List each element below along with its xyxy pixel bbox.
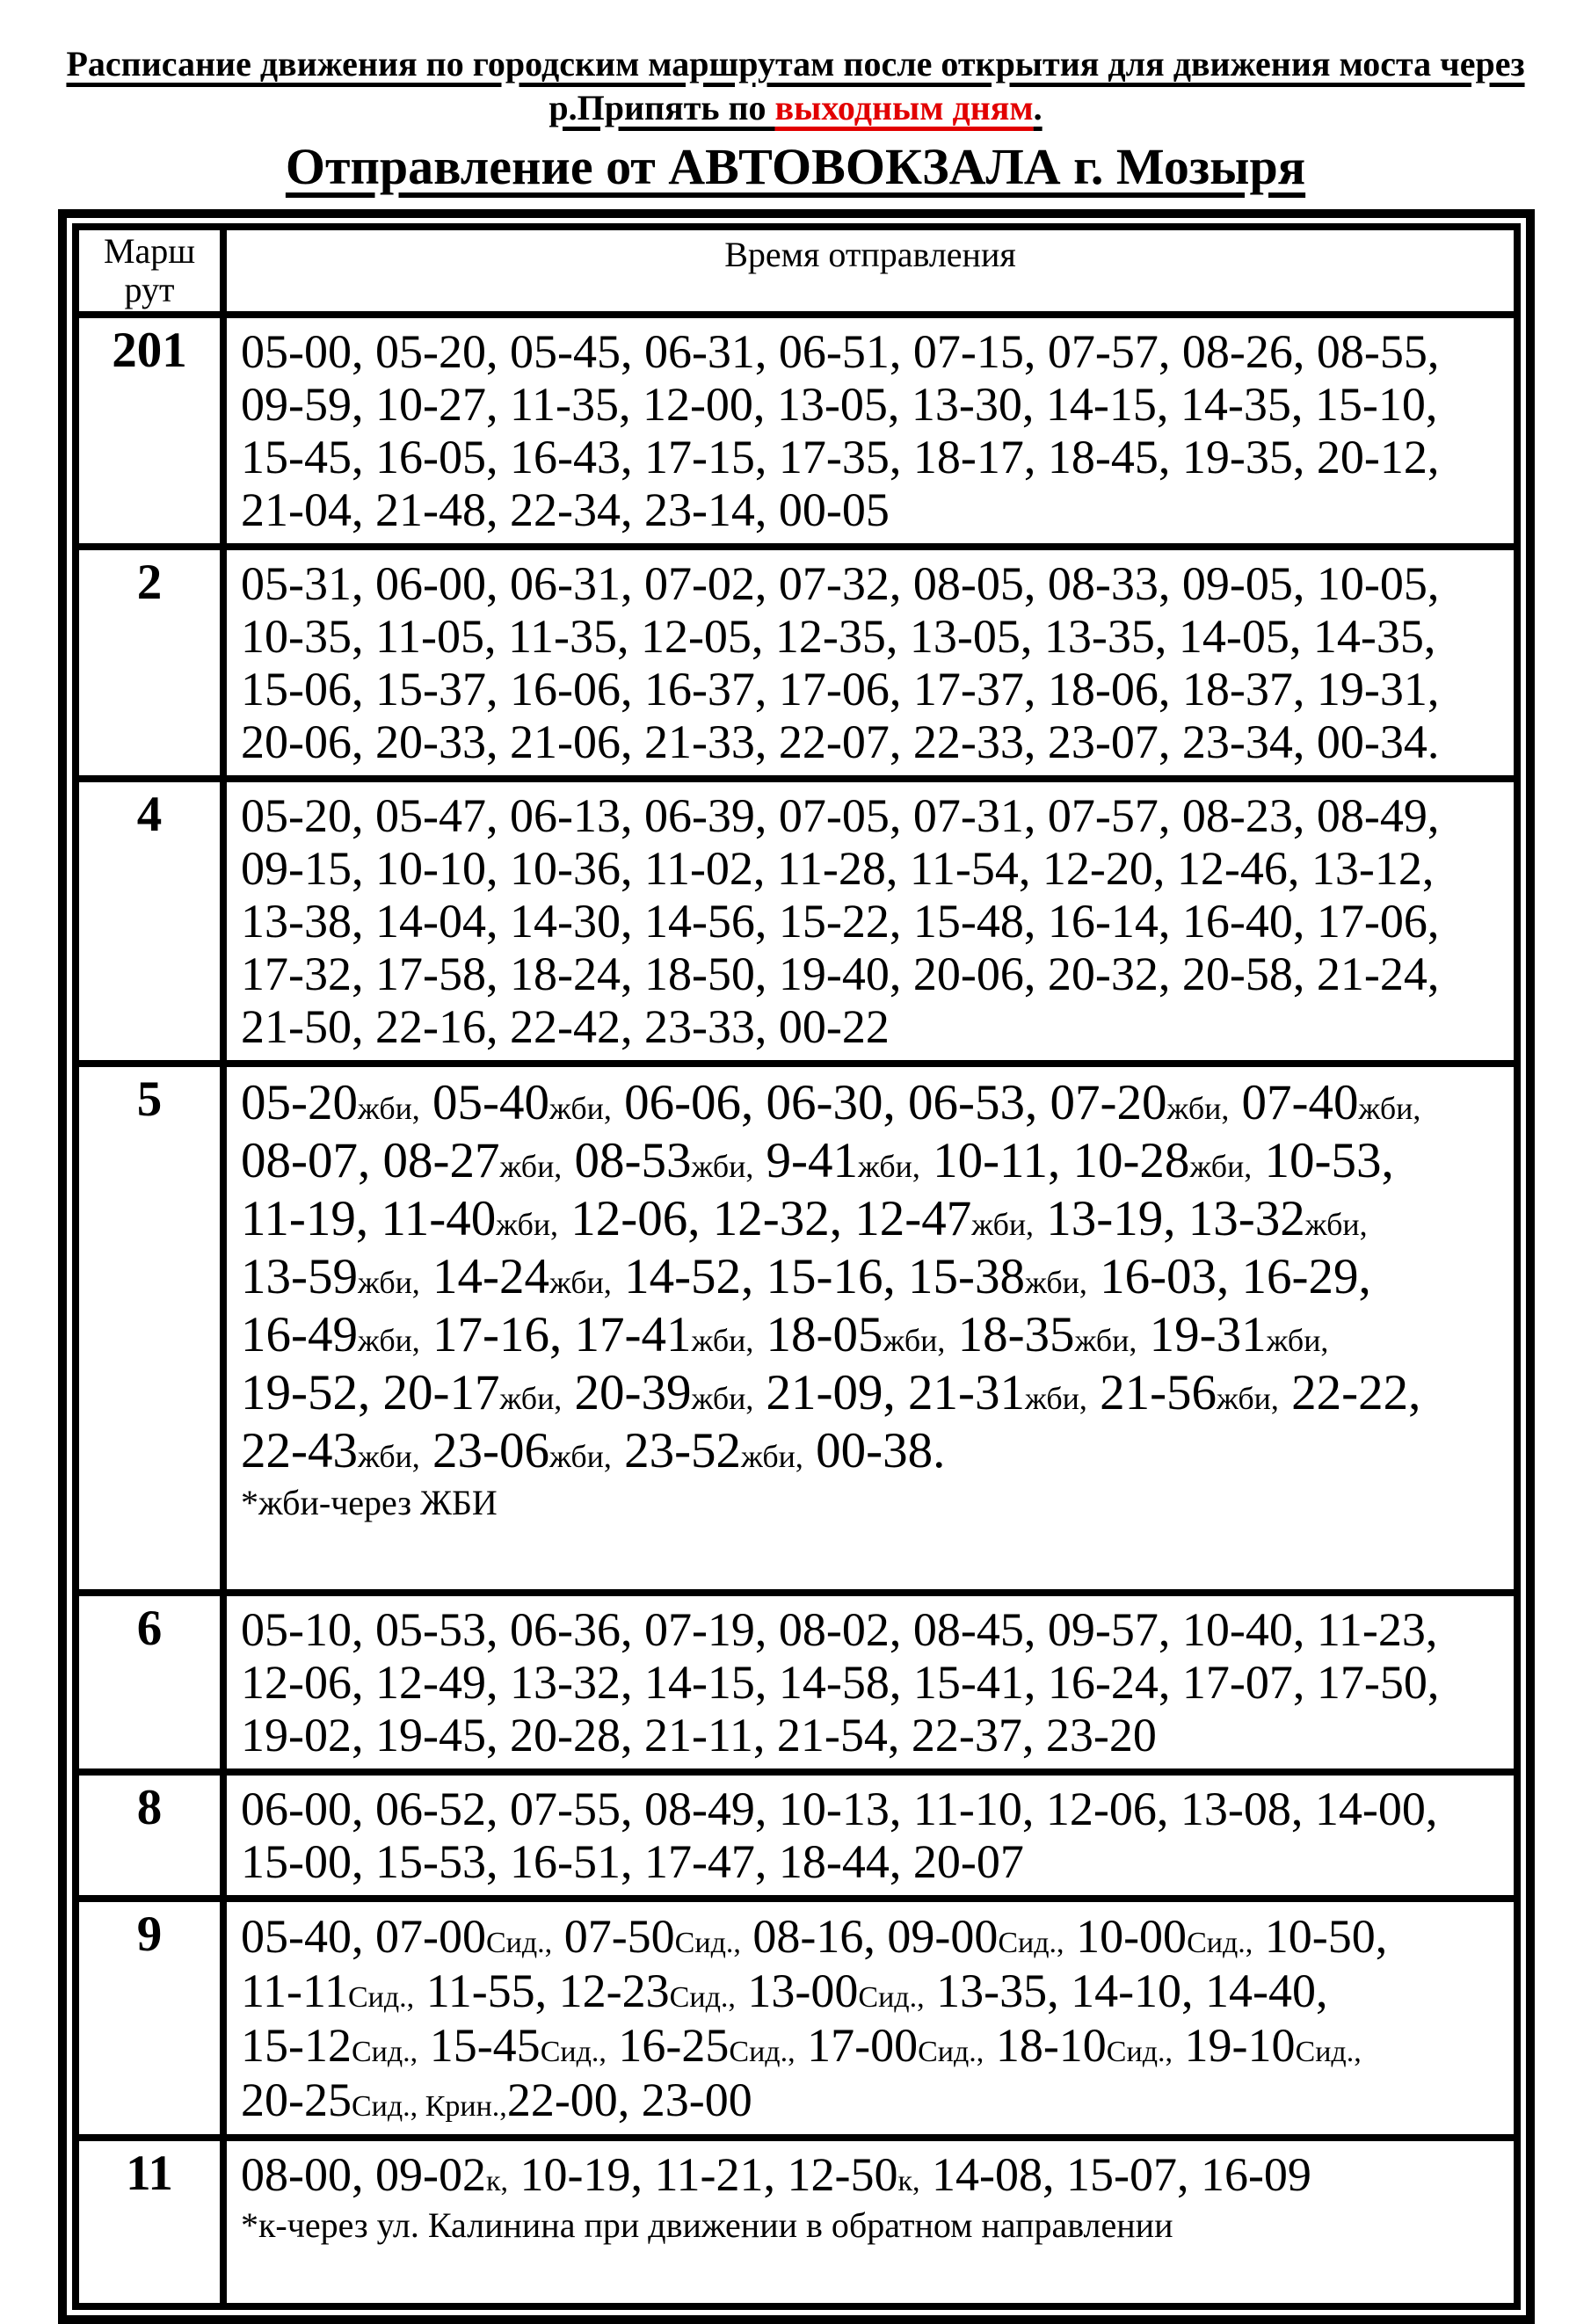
stop-suffix: жби, xyxy=(549,1439,612,1474)
table-row-route-2 xyxy=(76,547,1517,779)
times-line: 06-00, 06-52, 07-55, 08-49, 10-13, 11-10, 12-06, 13-08, 14-00, xyxy=(241,1783,1438,1835)
stop-suffix: жби, xyxy=(1189,1149,1253,1184)
stop-suffix: Сид., xyxy=(729,2036,796,2068)
times-line: 11-11Сид., 11-55, 12-23Сид., 13-00Сид., 13-35, 14-10, 14-40, xyxy=(241,1965,1328,2017)
times-line: 05-31, 06-00, 06-31, 07-02, 07-32, 08-05, 08-33, 09-05, 10-05, xyxy=(241,557,1440,610)
stop-suffix: жби, xyxy=(357,1265,420,1300)
stop-suffix: Сид., xyxy=(351,2036,418,2068)
stop-suffix: жби, xyxy=(883,1323,946,1358)
stop-suffix: жби, xyxy=(499,1381,563,1416)
times-line: 15-12Сид., 15-45Сид., 16-25Сид., 17-00Сид., 18-10Сид., 19-10Сид., xyxy=(241,2019,1362,2072)
stop-suffix: Сид., xyxy=(669,1981,736,2014)
times-line: 12-06, 12-49, 13-32, 14-15, 14-58, 15-41, 16-24, 17-07, 17-50, xyxy=(241,1656,1440,1709)
stop-suffix: к, xyxy=(897,2165,920,2197)
departure-times-cell xyxy=(223,779,1517,1064)
departure-times-cell xyxy=(223,1899,1517,2138)
stop-suffix: жби, xyxy=(858,1149,920,1184)
table-row-route-11 xyxy=(76,2138,1517,2306)
stop-suffix: жби, xyxy=(691,1323,754,1358)
page-header xyxy=(0,0,1591,195)
timetable-header xyxy=(76,227,1517,315)
times-line: 15-45, 16-05, 16-43, 17-15, 17-35, 18-17, 18-45, 19-35, 20-12, xyxy=(241,431,1440,483)
times-line: 05-20, 05-47, 06-13, 06-39, 07-05, 07-31, 07-57, 08-23, 08-49, xyxy=(241,789,1440,842)
times-line: 05-10, 05-53, 06-36, 07-19, 08-02, 08-45, 09-57, 10-40, 11-23, xyxy=(241,1603,1438,1656)
stop-suffix: жби, xyxy=(1266,1323,1329,1358)
stop-suffix: жби, xyxy=(357,1323,420,1358)
stop-suffix: Сид., Крин., xyxy=(351,2090,507,2123)
route-column-header xyxy=(76,227,223,315)
header-row xyxy=(76,227,1517,315)
stop-suffix: жби, xyxy=(549,1265,612,1300)
footnote: *к-через ул. Калинина при движении в обратном направлении xyxy=(241,2205,1173,2245)
times-line: 19-52, 20-17жби, 20-39жби, 21-09, 21-31жби, 21-56жби, 22-22, xyxy=(241,1365,1421,1420)
table-row-route-201 xyxy=(76,315,1517,547)
route-header-line1: Марш xyxy=(103,231,196,271)
table-row-route-8 xyxy=(76,1772,1517,1899)
title-text-2: . xyxy=(1033,88,1043,127)
title-highlight-red: выходным дням xyxy=(774,88,1034,127)
timetable xyxy=(72,223,1521,2310)
route-number: 9 xyxy=(76,1899,223,2138)
stop-suffix: к, xyxy=(485,2165,508,2197)
table-row-route-6 xyxy=(76,1593,1517,1772)
times-line: 08-07, 08-27жби, 08-53жби, 9-41жби, 10-11, 10-28жби, 10-53, xyxy=(241,1133,1394,1188)
times-line: 16-49жби, 17-16, 17-41жби, 18-05жби, 18-35жби, 19-31жби, xyxy=(241,1307,1329,1362)
departure-times-cell xyxy=(223,315,1517,547)
times-line: 05-00, 05-20, 05-45, 06-31, 06-51, 07-15, 07-57, 08-26, 08-55, xyxy=(241,325,1440,378)
route-number: 11 xyxy=(76,2138,223,2306)
stop-suffix: жби, xyxy=(1025,1265,1087,1300)
stop-suffix: жби, xyxy=(1166,1091,1230,1126)
stop-suffix: жби, xyxy=(496,1207,559,1242)
stop-suffix: Сид., xyxy=(485,1927,553,1959)
stop-suffix: жби, xyxy=(971,1207,1035,1242)
route-number: 201 xyxy=(76,315,223,547)
route-number: 5 xyxy=(76,1064,223,1593)
times-line: 13-59жби, 14-24жби, 14-52, 15-16, 15-38жби, 16-03, 16-29, xyxy=(241,1249,1371,1304)
departure-times-cell xyxy=(223,1064,1517,1593)
times-line: 08-00, 09-02к, 10-19, 11-21, 12-50к, 14-08, 15-07, 16-09 xyxy=(241,2148,1311,2201)
times-line: 15-06, 15-37, 16-06, 16-37, 17-06, 17-37, 18-06, 18-37, 19-31, xyxy=(241,663,1440,715)
stop-suffix: жби, xyxy=(691,1149,754,1184)
stop-suffix: Сид., xyxy=(998,1927,1064,1959)
stop-suffix: жби, xyxy=(549,1091,612,1126)
times-line: 21-04, 21-48, 22-34, 23-14, 00-05 xyxy=(241,483,890,536)
title-text-1: Расписание движения по городским маршрутам после открытия для движения моста через xyxy=(66,44,1525,84)
times-line: 11-19, 11-40жби, 12-06, 12-32, 12-47жби, 13-19, 13-32жби, xyxy=(241,1191,1368,1246)
stop-suffix: жби, xyxy=(691,1381,754,1416)
title-text-2: р.Припять по xyxy=(548,88,775,127)
times-line: 10-35, 11-05, 11-35, 12-05, 12-35, 13-05, 13-35, 14-05, 14-35, xyxy=(241,610,1436,663)
stop-suffix: Сид., xyxy=(1187,1927,1253,1959)
document-title-line-2 xyxy=(0,86,1591,130)
times-line: 09-15, 10-10, 10-36, 11-02, 11-28, 11-54, 12-20, 12-46, 13-12, xyxy=(241,842,1435,895)
times-line: 05-20жби, 05-40жби, 06-06, 06-30, 06-53, 07-20жби, 07-40жби, xyxy=(241,1075,1421,1130)
stop-suffix: жби, xyxy=(1074,1323,1137,1358)
times-line: 20-06, 20-33, 21-06, 21-33, 22-07, 22-33, 23-07, 23-34, 00-34. xyxy=(241,715,1440,768)
stop-suffix: жби, xyxy=(1358,1091,1421,1126)
departure-times-cell xyxy=(223,2138,1517,2306)
stop-suffix: Сид., xyxy=(1106,2036,1173,2068)
times-line: 22-43жби, 23-06жби, 23-52жби, 00-38. xyxy=(241,1423,946,1478)
times-line: 09-59, 10-27, 11-35, 12-00, 13-05, 13-30, 14-15, 14-35, 15-10, xyxy=(241,378,1438,431)
stop-suffix: Сид., xyxy=(858,1981,925,2014)
stop-suffix: жби, xyxy=(1304,1207,1368,1242)
route-number: 4 xyxy=(76,779,223,1064)
times-line: 15-00, 15-53, 16-51, 17-47, 18-44, 20-07 xyxy=(241,1835,1024,1888)
subtitle-text: Отправление от АВТОВОКЗАЛА г. Мозыря xyxy=(285,138,1306,195)
times-line: 20-25Сид., Крин.,22-00, 23-00 xyxy=(241,2073,752,2126)
page-title xyxy=(0,139,1591,195)
route-number: 8 xyxy=(76,1772,223,1899)
departure-times-cell xyxy=(223,1772,1517,1899)
stop-suffix: жби, xyxy=(357,1439,420,1474)
times-line: 21-50, 22-16, 22-42, 23-33, 00-22 xyxy=(241,1000,890,1053)
stop-suffix: Сид., xyxy=(918,2036,984,2068)
title-line2 xyxy=(548,88,1042,127)
stop-suffix: жби, xyxy=(1025,1381,1087,1416)
timetable-frame xyxy=(58,209,1535,2324)
footnote: *жби-через ЖБИ xyxy=(241,1483,498,1522)
stop-suffix: Сид., xyxy=(347,1981,415,2014)
times-line: 19-02, 19-45, 20-28, 21-11, 21-54, 22-37, 23-20 xyxy=(241,1709,1157,1761)
departure-times-cell xyxy=(223,547,1517,779)
stop-suffix: жби, xyxy=(357,1091,420,1126)
route-number: 6 xyxy=(76,1593,223,1772)
stop-suffix: жби, xyxy=(499,1149,563,1184)
document-title-line-1 xyxy=(0,42,1591,86)
stop-suffix: жби, xyxy=(1217,1381,1279,1416)
stop-suffix: Сид., xyxy=(1295,2036,1362,2068)
times-line: 05-40, 07-00Сид., 07-50Сид., 08-16, 09-00Сид., 10-00Сид., 10-50, xyxy=(241,1910,1388,1963)
times-line: 17-32, 17-58, 18-24, 18-50, 19-40, 20-06, 20-32, 20-58, 21-24, xyxy=(241,948,1440,1000)
times-line: 13-38, 14-04, 14-30, 14-56, 15-22, 15-48, 16-14, 16-40, 17-06, xyxy=(241,895,1440,948)
timetable-body xyxy=(76,315,1517,2306)
table-row-route-4 xyxy=(76,779,1517,1064)
table-row-route-5 xyxy=(76,1064,1517,1593)
stop-suffix: жби, xyxy=(741,1439,803,1474)
stop-suffix: Сид., xyxy=(540,2036,607,2068)
table-row-route-9 xyxy=(76,1899,1517,2138)
stop-suffix: Сид., xyxy=(674,1927,741,1959)
route-header-line2: рут xyxy=(124,270,175,309)
departure-times-cell xyxy=(223,1593,1517,1772)
times-column-header: Время отправления xyxy=(223,227,1517,315)
route-number: 2 xyxy=(76,547,223,779)
